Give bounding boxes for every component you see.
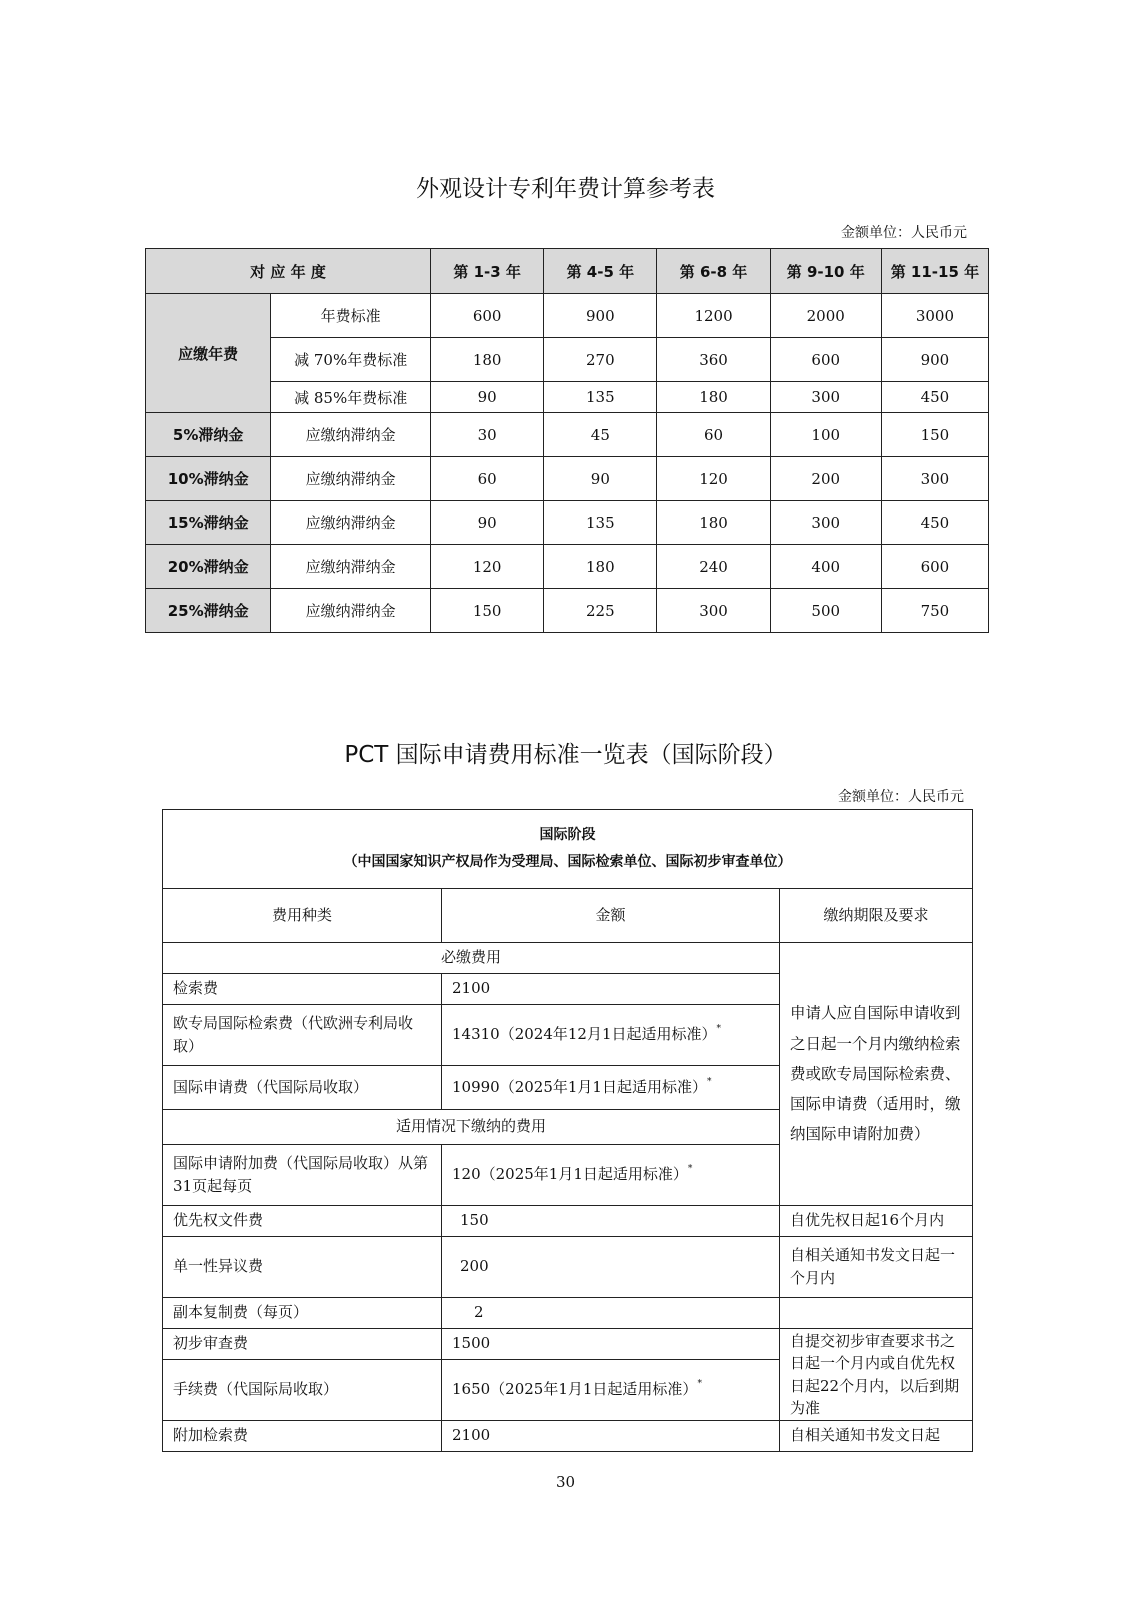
cell: 300 xyxy=(881,457,988,501)
fee-name: 手续费（代国际局收取） xyxy=(163,1360,442,1421)
cell: 180 xyxy=(431,338,544,382)
col-header-deadline: 缴纳期限及要求 xyxy=(780,889,973,943)
footnote-mark: * xyxy=(697,1379,702,1390)
header-year-6-8: 第 6-8 年 xyxy=(657,249,770,294)
annual-fee-table xyxy=(145,248,989,633)
cell: 500 xyxy=(770,589,881,633)
cell: 600 xyxy=(881,545,988,589)
row-label: 减 70%年费标准 xyxy=(271,338,431,382)
fee-amount-cell xyxy=(442,1066,780,1110)
cell: 90 xyxy=(544,457,657,501)
stage-note: （中国国家知识产权局作为受理局、国际检索单位、国际初步审查单位） xyxy=(343,854,792,870)
fee-name: 初步审查费 xyxy=(163,1329,442,1360)
cell: 360 xyxy=(657,338,770,382)
fee-amount-cell xyxy=(442,1360,780,1421)
cell: 270 xyxy=(544,338,657,382)
row-label: 减 85%年费标准 xyxy=(271,382,431,413)
cell: 900 xyxy=(544,294,657,338)
table1-unit: 金额单位：人民币元 xyxy=(841,225,967,241)
table2-title: PCT 国际申请费用标准一览表（国际阶段） xyxy=(344,742,787,768)
fee-amount: 1650（2025年1月1日起适用标准） xyxy=(452,1380,698,1399)
late-fee-head: 5%滞纳金 xyxy=(146,413,271,457)
cell: 600 xyxy=(770,338,881,382)
fee-amount-cell xyxy=(442,1145,780,1206)
cell: 200 xyxy=(770,457,881,501)
cell: 180 xyxy=(657,382,770,413)
fee-amount: 2 xyxy=(442,1298,780,1329)
cell: 30 xyxy=(431,413,544,457)
late-fee-head: 10%滞纳金 xyxy=(146,457,271,501)
pct-fee-table xyxy=(162,809,973,1452)
col-header-amount: 金额 xyxy=(442,889,780,943)
cell: 450 xyxy=(881,501,988,545)
cell: 45 xyxy=(544,413,657,457)
stage-header xyxy=(163,810,973,889)
fee-name: 国际申请附加费（代国际局收取）从第31页起每页 xyxy=(163,1145,442,1206)
cell: 120 xyxy=(657,457,770,501)
cell: 135 xyxy=(544,382,657,413)
group-label-annual-fee: 应缴年费 xyxy=(146,294,271,413)
row-label: 应缴纳滞纳金 xyxy=(271,457,431,501)
footnote-mark: * xyxy=(706,1076,712,1087)
col-header-fee-type: 费用种类 xyxy=(163,889,442,943)
section-required: 必缴费用 xyxy=(163,943,780,974)
row-label: 应缴纳滞纳金 xyxy=(271,413,431,457)
fee-amount: 2100 xyxy=(442,974,780,1005)
table2-unit: 金额单位：人民币元 xyxy=(838,789,964,805)
fee-amount: 1500 xyxy=(442,1329,780,1360)
header-year-9-10: 第 9-10 年 xyxy=(770,249,881,294)
cell: 150 xyxy=(431,589,544,633)
cell: 180 xyxy=(657,501,770,545)
row-label: 应缴纳滞纳金 xyxy=(271,589,431,633)
cell: 600 xyxy=(431,294,544,338)
fee-amount: 2100 xyxy=(442,1421,780,1452)
fee-name: 国际申请费（代国际局收取） xyxy=(163,1066,442,1110)
page-number: 30 xyxy=(555,1473,576,1491)
fee-deadline: 自相关通知书发文日起一个月内 xyxy=(780,1237,973,1298)
cell: 135 xyxy=(544,501,657,545)
fee-name: 附加检索费 xyxy=(163,1421,442,1452)
cell: 90 xyxy=(431,501,544,545)
fee-name: 检索费 xyxy=(163,974,442,1005)
header-year-label: 对 应 年 度 xyxy=(146,249,431,294)
cell: 2000 xyxy=(770,294,881,338)
table1-title: 外观设计专利年费计算参考表 xyxy=(416,176,715,202)
footnote-mark: * xyxy=(716,1024,722,1035)
fee-name: 优先权文件费 xyxy=(163,1206,442,1237)
cell: 300 xyxy=(770,382,881,413)
stage-title: 国际阶段 xyxy=(539,827,596,844)
late-fee-head: 15%滞纳金 xyxy=(146,501,271,545)
header-year-4-5: 第 4-5 年 xyxy=(544,249,657,294)
late-fee-head: 25%滞纳金 xyxy=(146,589,271,633)
cell: 3000 xyxy=(881,294,988,338)
fee-amount: 120（2025年1月1日起适用标准） xyxy=(452,1165,688,1184)
footnote-mark: * xyxy=(687,1164,693,1175)
fee-amount: 10990（2025年1月1日起适用标准） xyxy=(452,1077,707,1096)
row-label: 应缴纳滞纳金 xyxy=(271,501,431,545)
fee-amount: 14310（2024年12月1日起适用标准） xyxy=(452,1025,717,1044)
header-year-1-3: 第 1-3 年 xyxy=(431,249,544,294)
cell: 450 xyxy=(881,382,988,413)
section-optional: 适用情况下缴纳的费用 xyxy=(163,1110,780,1145)
cell: 400 xyxy=(770,545,881,589)
cell: 90 xyxy=(431,382,544,413)
cell: 300 xyxy=(657,589,770,633)
cell: 1200 xyxy=(657,294,770,338)
fee-amount: 200 xyxy=(442,1237,780,1298)
cell: 120 xyxy=(431,545,544,589)
cell: 300 xyxy=(770,501,881,545)
cell: 60 xyxy=(431,457,544,501)
header-year-11-15: 第 11-15 年 xyxy=(881,249,988,294)
cell: 900 xyxy=(881,338,988,382)
cell: 100 xyxy=(770,413,881,457)
fee-deadline: 自相关通知书发文日起 xyxy=(780,1421,973,1452)
cell: 150 xyxy=(881,413,988,457)
fee-name: 欧专局国际检索费（代欧洲专利局收取） xyxy=(163,1005,442,1066)
late-fee-head: 20%滞纳金 xyxy=(146,545,271,589)
fee-amount-cell xyxy=(442,1005,780,1066)
fee-deadline xyxy=(780,1298,973,1329)
cell: 240 xyxy=(657,545,770,589)
deadline-main: 申请人应自国际申请收到之日起一个月内缴纳检索费或欧专局国际检索费、国际申请费（适用时，缴纳国际申请附加费） xyxy=(780,943,973,1206)
fee-amount: 150 xyxy=(442,1206,780,1237)
fee-name: 副本复制费（每页） xyxy=(163,1298,442,1329)
row-label: 应缴纳滞纳金 xyxy=(271,545,431,589)
cell: 750 xyxy=(881,589,988,633)
row-label: 年费标准 xyxy=(271,294,431,338)
fee-name: 单一性异议费 xyxy=(163,1237,442,1298)
cell: 180 xyxy=(544,545,657,589)
fee-deadline: 自优先权日起16个月内 xyxy=(780,1206,973,1237)
cell: 225 xyxy=(544,589,657,633)
cell: 60 xyxy=(657,413,770,457)
deadline-exam: 自提交初步审查要求书之日起一个月内或自优先权日起22个月内，以后到期为准 xyxy=(780,1329,973,1421)
